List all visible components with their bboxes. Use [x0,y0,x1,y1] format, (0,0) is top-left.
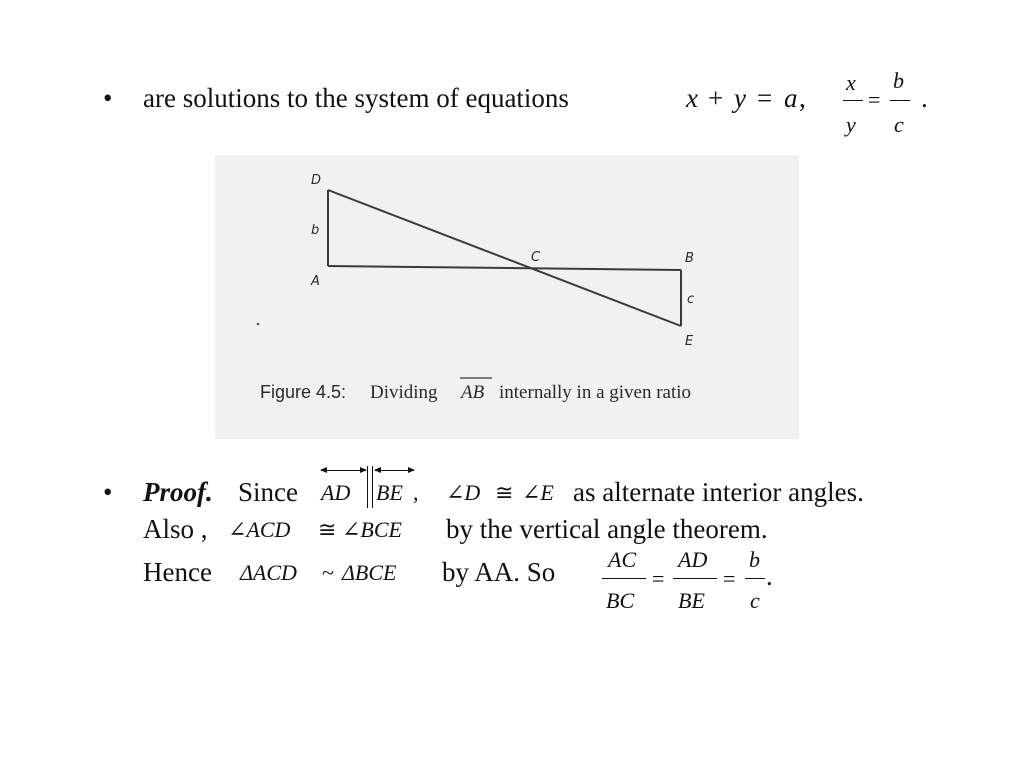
speck-mark [257,323,260,326]
label-b: b [311,223,320,238]
congruent-1: ≅ [495,480,514,505]
line-BE-arrow [375,470,414,471]
frac-period: . [921,83,928,113]
frac2-denominator: c [894,112,904,137]
since-text: Since [238,477,298,507]
figure-4-5 [215,155,799,439]
ratio-period: . [766,561,773,591]
ratio-d3: c [750,588,760,613]
eq-equals: = [757,83,773,113]
proof-label: Proof. [143,477,213,507]
caption-suffix: internally in a given ratio [499,382,692,403]
frac1-denominator: y [846,112,856,137]
hence-text: Hence [143,557,212,587]
label-A: A [311,274,320,289]
ratio-d1: BC [606,588,635,613]
eq-comma: , [799,83,806,113]
parallel-bar-2 [372,466,373,508]
ratio-eq-2: = [723,566,736,591]
ratio-n3: b [749,547,760,572]
ratio-bar-1 [602,578,646,579]
line-AD-arrow [321,470,366,471]
bullet-marker-2: • [103,477,113,507]
eq-var-a: a [784,83,798,113]
lines-comma: , [413,480,419,505]
ratio-n1: AC [608,547,637,572]
label-D: D [311,173,322,188]
angle-E: ∠E [522,480,554,505]
parallel-bar-1 [367,466,368,508]
by-aa-text: by AA. So [442,557,556,587]
label-B: B [685,251,694,266]
angle-ACD: ∠ACD [228,517,291,542]
angle-D: ∠D [446,480,481,505]
eq-var-x: x [686,83,698,113]
frac1-numerator: x [846,70,856,95]
bullet-1-text: are solutions to the system of equations [143,83,569,113]
ratio-eq-1: = [652,566,665,591]
line2-end-text: by the vertical angle theorem. [446,514,768,544]
caption-middle: Dividing [370,382,438,403]
frac2-bar [890,100,910,101]
line1-end-text: as alternate interior angles. [573,477,864,507]
ratio-bar-2 [673,578,717,579]
also-text: Also , [143,514,208,544]
ratio-d2: BE [678,588,705,613]
segment-DE [328,190,681,326]
ratio-n2: AD [678,547,708,572]
frac2-numerator: b [893,68,904,93]
congruent-2: ≅ [318,517,337,542]
bullet-marker-1: • [103,83,113,113]
segment-AB [328,266,681,270]
caption-segment: AB [461,382,485,403]
label-C: C [531,250,541,265]
ratio-bar-3 [745,578,765,579]
frac-equals: = [868,87,881,112]
triangle-BCE: ΔBCE [342,560,397,585]
line-BE-label: BE [376,480,403,505]
eq-plus: + [708,83,724,113]
line-AD-label: AD [321,480,351,505]
eq-var-y: y [734,83,746,113]
caption-prefix: Figure 4.5: [260,382,347,402]
frac1-bar [843,100,863,101]
label-E: E [685,334,694,349]
label-c: c [687,292,695,307]
angle-BCE: ∠BCE [342,517,402,542]
triangle-ACD: ΔACD [240,560,297,585]
figure-diagram [215,155,799,439]
similar-sign: ~ [322,560,334,585]
